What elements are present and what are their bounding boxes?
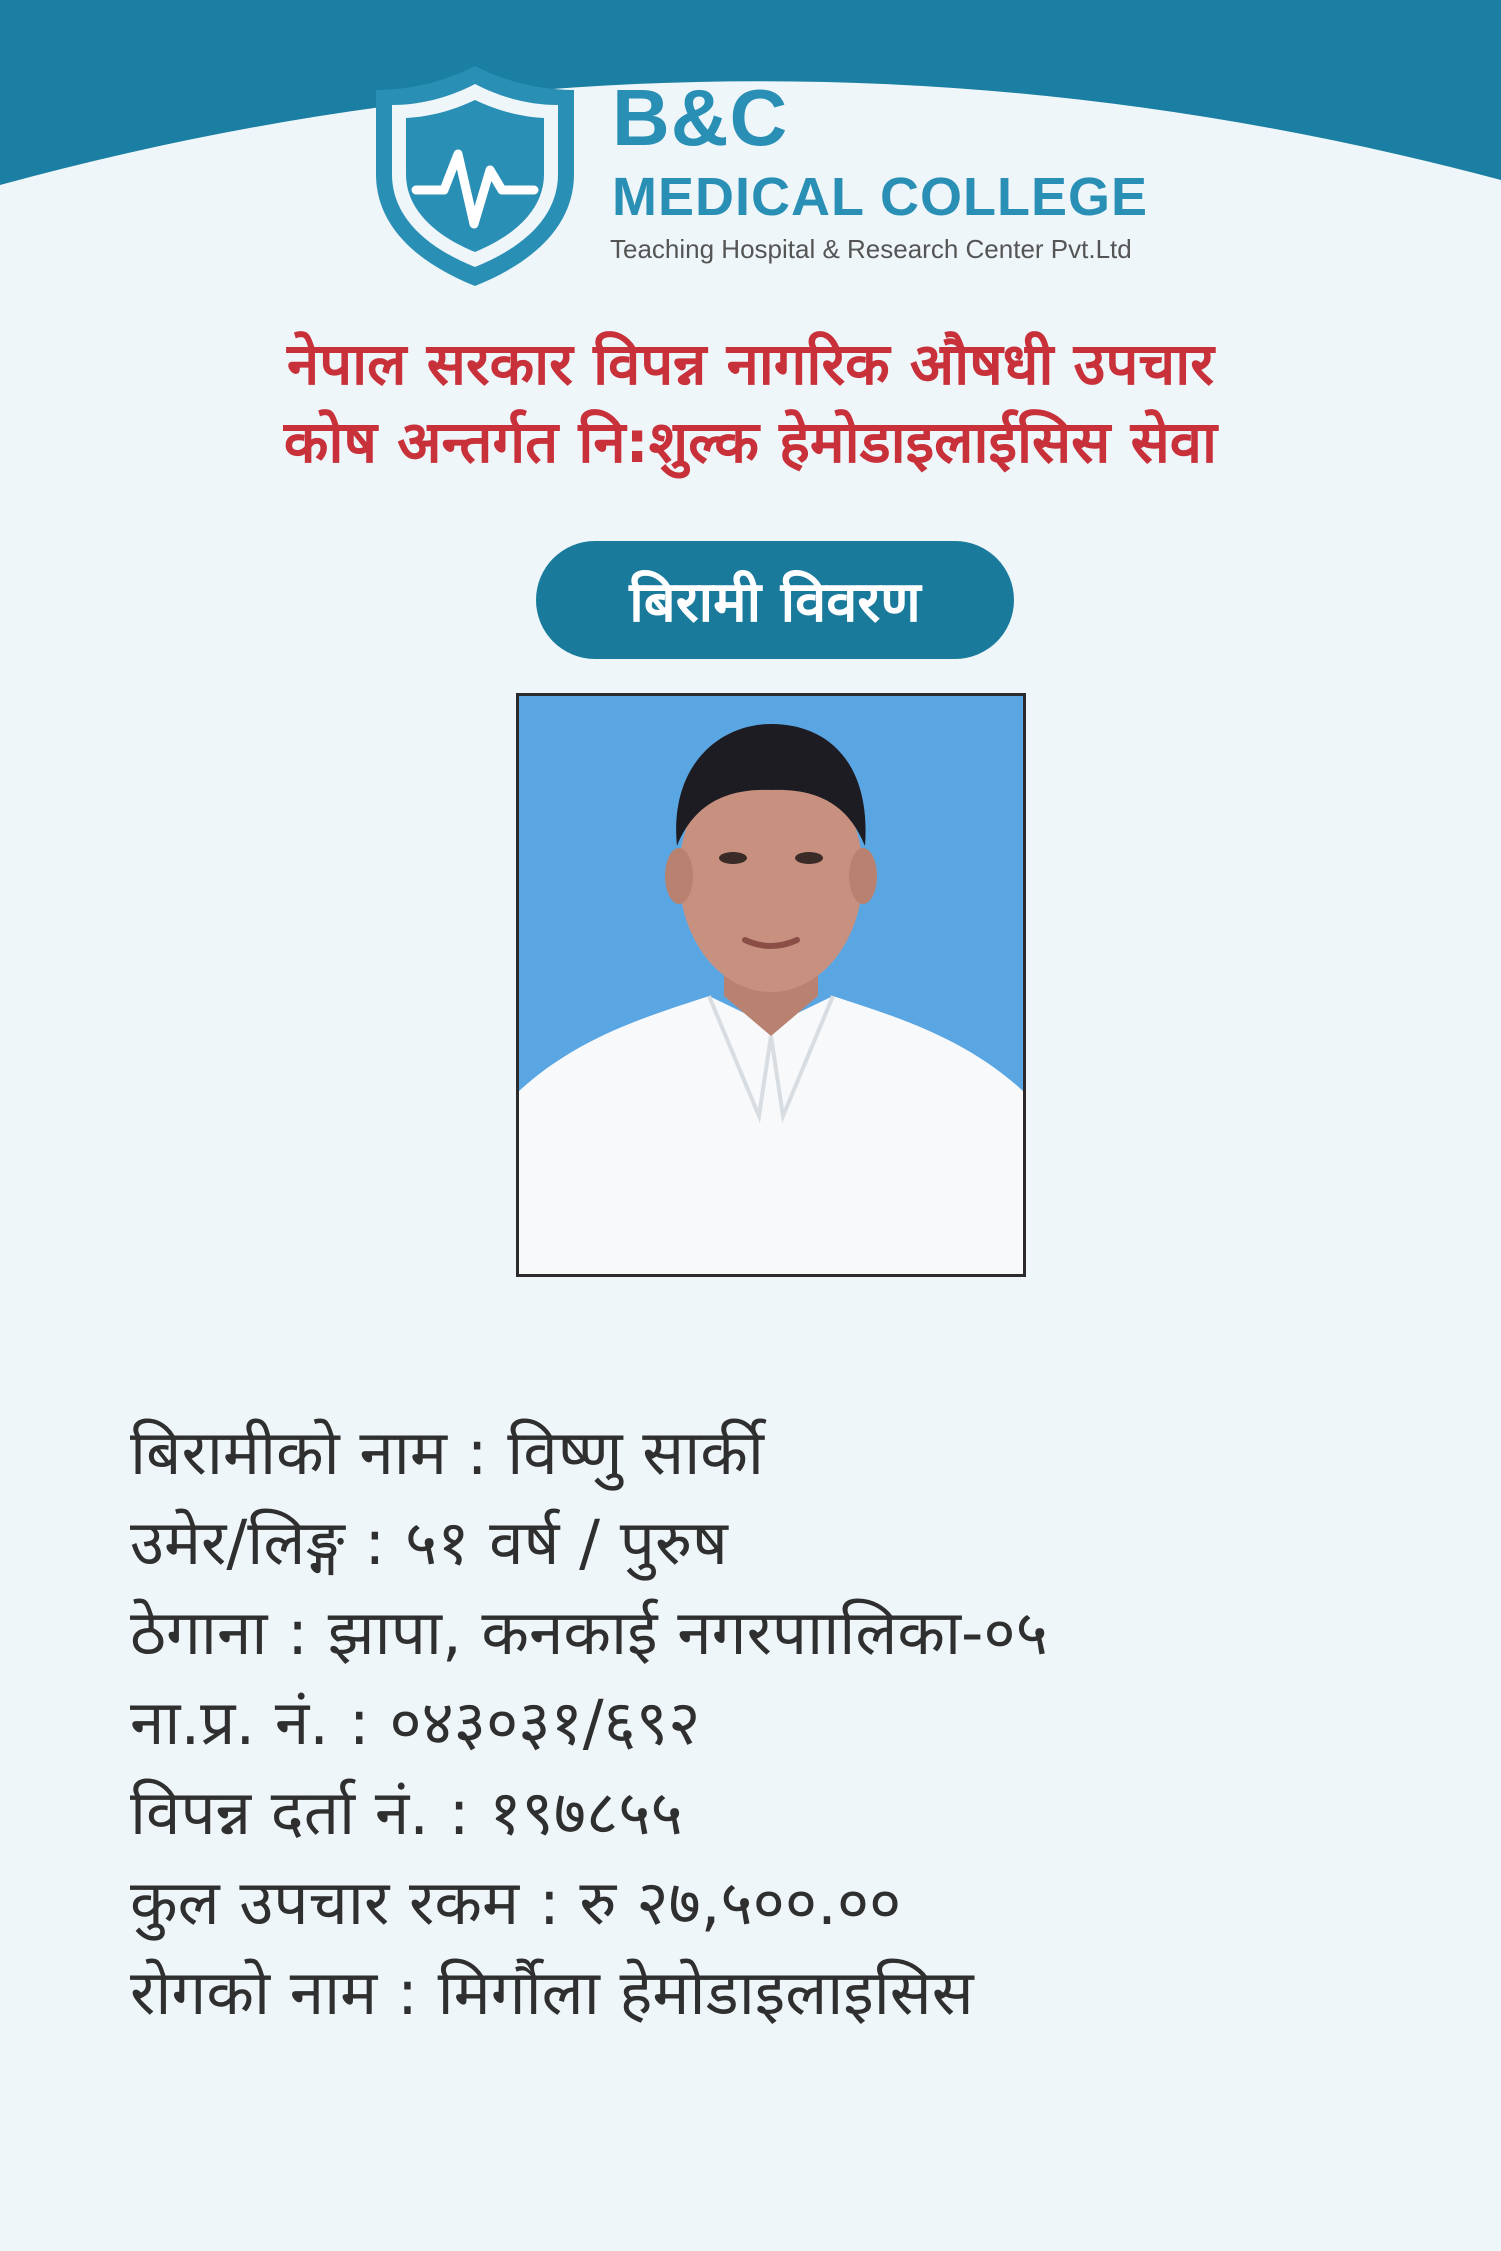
detail-value: ५१ वर्ष / पुरुष — [404, 1506, 728, 1579]
detail-label: कुल उपचार रकम — [130, 1866, 520, 1939]
detail-value: झापा, कनकाई नगरपाालिका-०५ — [327, 1596, 1048, 1669]
detail-label: ठेगाना — [130, 1596, 268, 1669]
brand-college-name: MEDICAL COLLEGE — [612, 167, 1149, 227]
detail-label: बिरामीको नाम — [130, 1416, 447, 1489]
patient-details — [130, 1408, 1430, 2038]
brand-tagline: Teaching Hospital & Research Center Pvt.Ltd — [610, 234, 1132, 264]
detail-value: १९७८५५ — [489, 1776, 683, 1849]
heading-line-2: कोष अन्तर्गत नि:शुल्क हेमोडाइलाईसिस सेवा — [283, 408, 1218, 476]
detail-row-age-gender: उमेर/लिङ्ग : ५१ वर्ष / पुरुष — [130, 1506, 728, 1579]
detail-label: ना.प्र. नं. — [130, 1686, 329, 1759]
detail-row-registration-no: विपन्न दर्ता नं. : १९७८५५ — [130, 1776, 683, 1849]
section-label-badge — [536, 541, 1014, 659]
detail-row-name: बिरामीको नाम : विष्णु सार्की — [130, 1416, 764, 1489]
detail-value: रु २७,५००.०० — [579, 1866, 902, 1939]
detail-value: विष्णु सार्की — [507, 1416, 764, 1489]
shield-heartbeat-icon — [370, 62, 580, 290]
detail-row-citizenship-no: ना.प्र. नं. : ०४३०३१/६९२ — [130, 1686, 701, 1759]
patient-photo — [516, 693, 1026, 1277]
detail-label: विपन्न दर्ता नं. — [130, 1776, 429, 1849]
detail-value: मिर्गौला हेमोडाइलाइसिस — [437, 1956, 974, 2029]
section-label-text: बिरामी विवरण — [629, 570, 921, 635]
heading-line-1: नेपाल सरकार विपन्न नागरिक औषधी उपचार — [287, 330, 1214, 398]
detail-row-disease-name: रोगको नाम : मिर्गौला हेमोडाइलाइसिस — [130, 1956, 974, 2029]
detail-label: रोगको नाम — [130, 1956, 378, 2029]
detail-label: उमेर/लिङ्ग — [130, 1506, 345, 1579]
brand-name: B&C — [612, 73, 789, 162]
detail-value: ०४३०३१/६९२ — [389, 1686, 701, 1759]
detail-row-address: ठेगाना : झापा, कनकाई नगरपाालिका-०५ — [130, 1596, 1048, 1669]
detail-row-treatment-amount: कुल उपचार रकम : रु २७,५००.०० — [130, 1866, 902, 1939]
